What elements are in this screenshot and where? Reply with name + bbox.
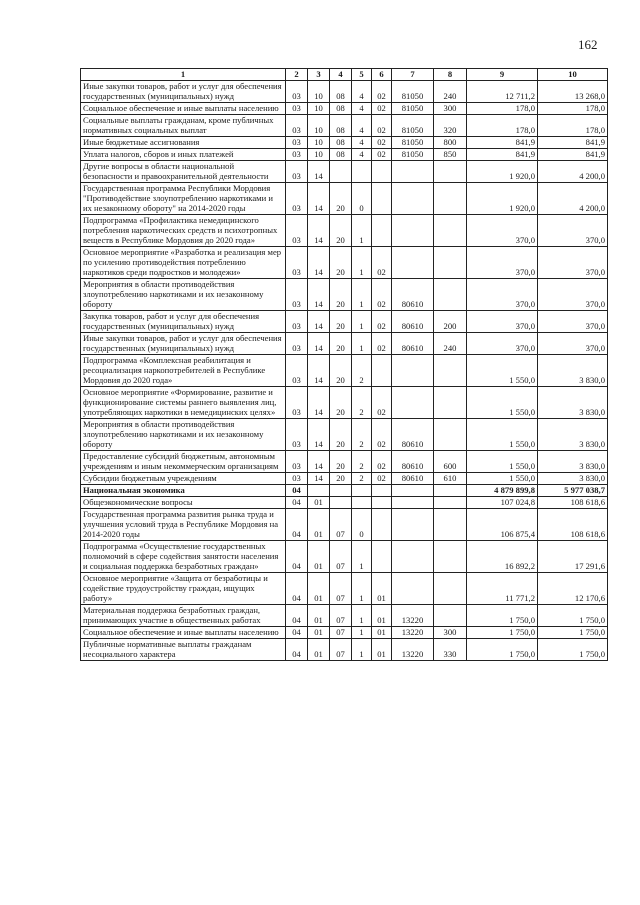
amount-cell-2017: 1 550,0: [467, 451, 538, 473]
code-cell: [392, 573, 434, 605]
amount-cell-2017: 1 920,0: [467, 161, 538, 183]
code-cell: 03: [286, 149, 308, 161]
table-row: [81, 161, 608, 183]
code-cell: 14: [308, 473, 330, 485]
amount-cell-2018: 370,0: [538, 247, 608, 279]
code-cell: 1: [352, 215, 372, 247]
code-cell: 10: [308, 103, 330, 115]
code-cell: 1: [352, 639, 372, 661]
table-row: [81, 137, 608, 149]
code-cell: 330: [434, 639, 467, 661]
code-cell: 81050: [392, 137, 434, 149]
row-name-cell: Иные закупки товаров, работ и услуг для обеспечения государственных (муниципальных) нужд: [81, 333, 286, 355]
code-cell: 02: [372, 247, 392, 279]
code-cell: 03: [286, 419, 308, 451]
table-row: [81, 473, 608, 485]
code-cell: 81050: [392, 81, 434, 103]
code-cell: 850: [434, 149, 467, 161]
code-cell: 08: [330, 103, 352, 115]
code-cell: 03: [286, 161, 308, 183]
code-cell: 4: [352, 81, 372, 103]
amount-cell-2018: 370,0: [538, 215, 608, 247]
amount-cell-2018: 5 977 038,7: [538, 485, 608, 497]
amount-cell-2018: 178,0: [538, 115, 608, 137]
amount-cell-2017: 370,0: [467, 215, 538, 247]
code-cell: 03: [286, 137, 308, 149]
code-cell: 14: [308, 247, 330, 279]
table-row: [81, 419, 608, 451]
code-cell: 20: [330, 419, 352, 451]
code-cell: [434, 541, 467, 573]
code-cell: 04: [286, 627, 308, 639]
code-cell: 07: [330, 541, 352, 573]
column-header: 7: [392, 69, 434, 81]
code-cell: [434, 183, 467, 215]
amount-cell-2018: 4 200,0: [538, 183, 608, 215]
code-cell: 14: [308, 387, 330, 419]
amount-cell-2017: 841,9: [467, 137, 538, 149]
code-cell: 300: [434, 627, 467, 639]
code-cell: 14: [308, 333, 330, 355]
amount-cell-2017: 1 920,0: [467, 183, 538, 215]
row-name-cell: Иные бюджетные ассигнования: [81, 137, 286, 149]
amount-cell-2017: 1 750,0: [467, 627, 538, 639]
code-cell: 14: [308, 419, 330, 451]
amount-cell-2018: 370,0: [538, 333, 608, 355]
table-row: [81, 605, 608, 627]
row-name-cell: Субсидии бюджетным учреждениям: [81, 473, 286, 485]
code-cell: 14: [308, 451, 330, 473]
code-cell: 20: [330, 279, 352, 311]
code-cell: [372, 485, 392, 497]
table-row: [81, 485, 608, 497]
code-cell: 14: [308, 355, 330, 387]
code-cell: 02: [372, 333, 392, 355]
code-cell: 07: [330, 639, 352, 661]
code-cell: 08: [330, 115, 352, 137]
code-cell: 07: [330, 627, 352, 639]
code-cell: 2: [352, 473, 372, 485]
code-cell: 03: [286, 183, 308, 215]
code-cell: 20: [330, 215, 352, 247]
amount-cell-2018: 3 830,0: [538, 451, 608, 473]
table-row: [81, 497, 608, 509]
code-cell: 02: [372, 279, 392, 311]
row-name-cell: Подпрограмма «Профилактика немедицинского потребления наркотических средств и психотропных веществ в Республике Мордовия до 2020 года»: [81, 215, 286, 247]
table-row: [81, 509, 608, 541]
code-cell: 1: [352, 573, 372, 605]
code-cell: 320: [434, 115, 467, 137]
code-cell: 03: [286, 387, 308, 419]
code-cell: [372, 509, 392, 541]
code-cell: 20: [330, 387, 352, 419]
table-row: [81, 639, 608, 661]
page-number: 162: [578, 37, 598, 52]
code-cell: 81050: [392, 115, 434, 137]
code-cell: 03: [286, 115, 308, 137]
column-header: 1: [81, 69, 286, 81]
code-cell: 240: [434, 81, 467, 103]
code-cell: 01: [308, 573, 330, 605]
code-cell: 02: [372, 387, 392, 419]
code-cell: 03: [286, 103, 308, 115]
amount-cell-2018: 1 750,0: [538, 605, 608, 627]
amount-cell-2018: 370,0: [538, 279, 608, 311]
code-cell: 2: [352, 419, 372, 451]
code-cell: 01: [308, 497, 330, 509]
code-cell: [330, 497, 352, 509]
code-cell: [372, 161, 392, 183]
amount-cell-2018: 1 750,0: [538, 639, 608, 661]
table-row: [81, 183, 608, 215]
amount-cell-2018: 108 618,6: [538, 509, 608, 541]
code-cell: 01: [372, 627, 392, 639]
code-cell: [308, 485, 330, 497]
amount-cell-2018: 841,9: [538, 149, 608, 161]
column-header: 8: [434, 69, 467, 81]
row-name-cell: Основное мероприятие «Формирование, развитие и функционирование системы раннего выявления лиц, употребляющих наркотики в немедицинских целях»: [81, 387, 286, 419]
code-cell: [372, 215, 392, 247]
code-cell: 80610: [392, 473, 434, 485]
row-name-cell: Государственная программа Республики Мордовия "Противодействие злоупотреблению наркотиками и их незаконному обороту" на 2014-2020 годы: [81, 183, 286, 215]
row-name-cell: Мероприятия в области противодействия злоупотреблению наркотиками и их незаконному обороту: [81, 279, 286, 311]
amount-cell-2017: 1 750,0: [467, 605, 538, 627]
table-row: [81, 333, 608, 355]
code-cell: [352, 161, 372, 183]
code-cell: 04: [286, 541, 308, 573]
code-cell: 01: [308, 639, 330, 661]
code-cell: 4: [352, 103, 372, 115]
amount-cell-2017: 16 892,2: [467, 541, 538, 573]
code-cell: [434, 215, 467, 247]
amount-cell-2018: 841,9: [538, 137, 608, 149]
code-cell: 01: [372, 605, 392, 627]
code-cell: [434, 605, 467, 627]
row-name-cell: Социальные выплаты гражданам, кроме публичных нормативных социальных выплат: [81, 115, 286, 137]
amount-cell-2018: 108 618,6: [538, 497, 608, 509]
amount-cell-2017: 370,0: [467, 279, 538, 311]
budget-table: [80, 68, 608, 661]
amount-cell-2017: 370,0: [467, 247, 538, 279]
code-cell: 80610: [392, 333, 434, 355]
row-name-cell: Предоставление субсидий бюджетным, автономным учреждениям и иным некоммерческим организациям: [81, 451, 286, 473]
code-cell: [392, 387, 434, 419]
amount-cell-2018: 1 750,0: [538, 627, 608, 639]
code-cell: [434, 509, 467, 541]
code-cell: [434, 387, 467, 419]
code-cell: 80610: [392, 419, 434, 451]
code-cell: 20: [330, 183, 352, 215]
column-header: 2: [286, 69, 308, 81]
code-cell: 610: [434, 473, 467, 485]
code-cell: 81050: [392, 103, 434, 115]
code-cell: 240: [434, 333, 467, 355]
code-cell: 03: [286, 333, 308, 355]
code-cell: 600: [434, 451, 467, 473]
table-row: [81, 627, 608, 639]
code-cell: 01: [308, 605, 330, 627]
amount-cell-2018: 4 200,0: [538, 161, 608, 183]
code-cell: [392, 247, 434, 279]
code-cell: 03: [286, 355, 308, 387]
code-cell: 04: [286, 639, 308, 661]
code-cell: [352, 485, 372, 497]
row-name-cell: Основное мероприятие «Разработка и реализация мер по усилению противодействия потреблению наркотиков среди подростков и молодежи»: [81, 247, 286, 279]
code-cell: 20: [330, 333, 352, 355]
code-cell: 01: [372, 573, 392, 605]
column-header: 3: [308, 69, 330, 81]
code-cell: 02: [372, 103, 392, 115]
amount-cell-2017: 1 750,0: [467, 639, 538, 661]
code-cell: [434, 161, 467, 183]
code-cell: 1: [352, 605, 372, 627]
column-header: 10: [538, 69, 608, 81]
amount-cell-2017: 1 550,0: [467, 473, 538, 485]
code-cell: 01: [308, 509, 330, 541]
code-cell: 1: [352, 627, 372, 639]
amount-cell-2017: 1 550,0: [467, 355, 538, 387]
code-cell: 80610: [392, 451, 434, 473]
code-cell: [434, 573, 467, 605]
row-name-cell: Национальная экономика: [81, 485, 286, 497]
code-cell: 80610: [392, 311, 434, 333]
code-cell: 10: [308, 81, 330, 103]
amount-cell-2018: 3 830,0: [538, 473, 608, 485]
code-cell: 2: [352, 387, 372, 419]
table-body: [81, 81, 608, 661]
code-cell: [330, 161, 352, 183]
table-row: [81, 81, 608, 103]
code-cell: [392, 541, 434, 573]
code-cell: [392, 485, 434, 497]
code-cell: [434, 485, 467, 497]
code-cell: 800: [434, 137, 467, 149]
table-row: [81, 451, 608, 473]
table-row: [81, 311, 608, 333]
column-header: 4: [330, 69, 352, 81]
code-cell: 01: [308, 541, 330, 573]
code-cell: 20: [330, 247, 352, 279]
row-name-cell: Основное мероприятие «Защита от безработицы и содействие трудоустройству граждан, ищущих работу»: [81, 573, 286, 605]
amount-cell-2017: 4 879 899,8: [467, 485, 538, 497]
table-row: [81, 103, 608, 115]
header-row: [81, 69, 608, 81]
code-cell: 01: [372, 639, 392, 661]
code-cell: 02: [372, 311, 392, 333]
table-row: [81, 355, 608, 387]
code-cell: 13220: [392, 639, 434, 661]
row-name-cell: Государственная программа развития рынка труда и улучшения условий труда в Республике Мордовия на 2014-2020 годы: [81, 509, 286, 541]
code-cell: 03: [286, 81, 308, 103]
code-cell: 2: [352, 451, 372, 473]
code-cell: 07: [330, 573, 352, 605]
row-name-cell: Социальное обеспечение и иные выплаты населению: [81, 627, 286, 639]
code-cell: 1: [352, 311, 372, 333]
code-cell: [392, 497, 434, 509]
table-row: [81, 247, 608, 279]
amount-cell-2017: 107 024,8: [467, 497, 538, 509]
code-cell: 1: [352, 279, 372, 311]
code-cell: 4: [352, 149, 372, 161]
amount-cell-2018: 3 830,0: [538, 355, 608, 387]
code-cell: 1: [352, 247, 372, 279]
amount-cell-2017: 106 875,4: [467, 509, 538, 541]
table-row: [81, 541, 608, 573]
amount-cell-2017: 841,9: [467, 149, 538, 161]
code-cell: 10: [308, 149, 330, 161]
code-cell: 02: [372, 473, 392, 485]
code-cell: 0: [352, 183, 372, 215]
row-name-cell: Другие вопросы в области национальной безопасности и правоохранительной деятельности: [81, 161, 286, 183]
table-row: [81, 279, 608, 311]
code-cell: 04: [286, 497, 308, 509]
code-cell: [352, 497, 372, 509]
amount-cell-2018: 3 830,0: [538, 387, 608, 419]
column-header: 6: [372, 69, 392, 81]
table-row: [81, 215, 608, 247]
code-cell: 07: [330, 605, 352, 627]
code-cell: 14: [308, 215, 330, 247]
code-cell: 4: [352, 115, 372, 137]
code-cell: 81050: [392, 149, 434, 161]
row-name-cell: Общеэкономические вопросы: [81, 497, 286, 509]
code-cell: [392, 509, 434, 541]
amount-cell-2017: 12 711,2: [467, 81, 538, 103]
code-cell: 20: [330, 473, 352, 485]
code-cell: [372, 541, 392, 573]
amount-cell-2018: 12 170,6: [538, 573, 608, 605]
code-cell: [434, 279, 467, 311]
row-name-cell: Иные закупки товаров, работ и услуг для обеспечения государственных (муниципальных) нужд: [81, 81, 286, 103]
code-cell: 03: [286, 279, 308, 311]
code-cell: 10: [308, 137, 330, 149]
code-cell: 07: [330, 509, 352, 541]
code-cell: 04: [286, 605, 308, 627]
code-cell: 20: [330, 355, 352, 387]
code-cell: [434, 419, 467, 451]
code-cell: 04: [286, 573, 308, 605]
code-cell: 04: [286, 485, 308, 497]
amount-cell-2017: 178,0: [467, 103, 538, 115]
amount-cell-2017: 1 550,0: [467, 387, 538, 419]
code-cell: 300: [434, 103, 467, 115]
column-header: 9: [467, 69, 538, 81]
table-row: [81, 387, 608, 419]
code-cell: [372, 183, 392, 215]
code-cell: 08: [330, 81, 352, 103]
code-cell: 02: [372, 137, 392, 149]
code-cell: 14: [308, 161, 330, 183]
code-cell: 14: [308, 183, 330, 215]
code-cell: 02: [372, 149, 392, 161]
table-row: [81, 149, 608, 161]
row-name-cell: Публичные нормативные выплаты гражданам несоциального характера: [81, 639, 286, 661]
code-cell: 1: [352, 541, 372, 573]
code-cell: 02: [372, 115, 392, 137]
code-cell: [372, 497, 392, 509]
code-cell: 14: [308, 279, 330, 311]
row-name-cell: Подпрограмма «Осуществление государственных полномочий в сфере содействия занятости населения и социальная поддержка безработных граждан»: [81, 541, 286, 573]
code-cell: [434, 355, 467, 387]
row-name-cell: Подпрограмма «Комплексная реабилитация и ресоциализация наркопотребителей в Республике Мордовия до 2020 года»: [81, 355, 286, 387]
amount-cell-2017: 1 550,0: [467, 419, 538, 451]
row-name-cell: Материальная поддержка безработных граждан, принимающих участие в общественных работах: [81, 605, 286, 627]
code-cell: 10: [308, 115, 330, 137]
code-cell: 80610: [392, 279, 434, 311]
code-cell: 03: [286, 473, 308, 485]
code-cell: 03: [286, 451, 308, 473]
code-cell: 03: [286, 311, 308, 333]
amount-cell-2018: 3 830,0: [538, 419, 608, 451]
table-row: [81, 115, 608, 137]
code-cell: 02: [372, 419, 392, 451]
code-cell: [330, 485, 352, 497]
amount-cell-2018: 17 291,6: [538, 541, 608, 573]
row-name-cell: Мероприятия в области противодействия злоупотреблению наркотиками и их незаконному обороту: [81, 419, 286, 451]
code-cell: 20: [330, 451, 352, 473]
code-cell: 03: [286, 247, 308, 279]
code-cell: 02: [372, 451, 392, 473]
code-cell: 14: [308, 311, 330, 333]
row-name-cell: Социальное обеспечение и иные выплаты населению: [81, 103, 286, 115]
code-cell: 13220: [392, 605, 434, 627]
code-cell: 200: [434, 311, 467, 333]
code-cell: 2: [352, 355, 372, 387]
code-cell: 08: [330, 137, 352, 149]
column-header: 5: [352, 69, 372, 81]
code-cell: [372, 355, 392, 387]
code-cell: [434, 497, 467, 509]
row-name-cell: Уплата налогов, сборов и иных платежей: [81, 149, 286, 161]
code-cell: 1: [352, 333, 372, 355]
amount-cell-2018: 13 268,0: [538, 81, 608, 103]
table-row: [81, 573, 608, 605]
code-cell: 13220: [392, 627, 434, 639]
code-cell: 20: [330, 311, 352, 333]
code-cell: [392, 161, 434, 183]
code-cell: 01: [308, 627, 330, 639]
code-cell: [392, 355, 434, 387]
row-name-cell: Закупка товаров, работ и услуг для обеспечения государственных (муниципальных) нужд: [81, 311, 286, 333]
amount-cell-2017: 178,0: [467, 115, 538, 137]
amount-cell-2017: 370,0: [467, 333, 538, 355]
code-cell: [392, 183, 434, 215]
amount-cell-2018: 178,0: [538, 103, 608, 115]
code-cell: 02: [372, 81, 392, 103]
amount-cell-2017: 11 771,2: [467, 573, 538, 605]
code-cell: [434, 247, 467, 279]
amount-cell-2018: 370,0: [538, 311, 608, 333]
code-cell: 03: [286, 215, 308, 247]
code-cell: [392, 215, 434, 247]
code-cell: 4: [352, 137, 372, 149]
code-cell: 0: [352, 509, 372, 541]
code-cell: 08: [330, 149, 352, 161]
code-cell: 04: [286, 509, 308, 541]
amount-cell-2017: 370,0: [467, 311, 538, 333]
